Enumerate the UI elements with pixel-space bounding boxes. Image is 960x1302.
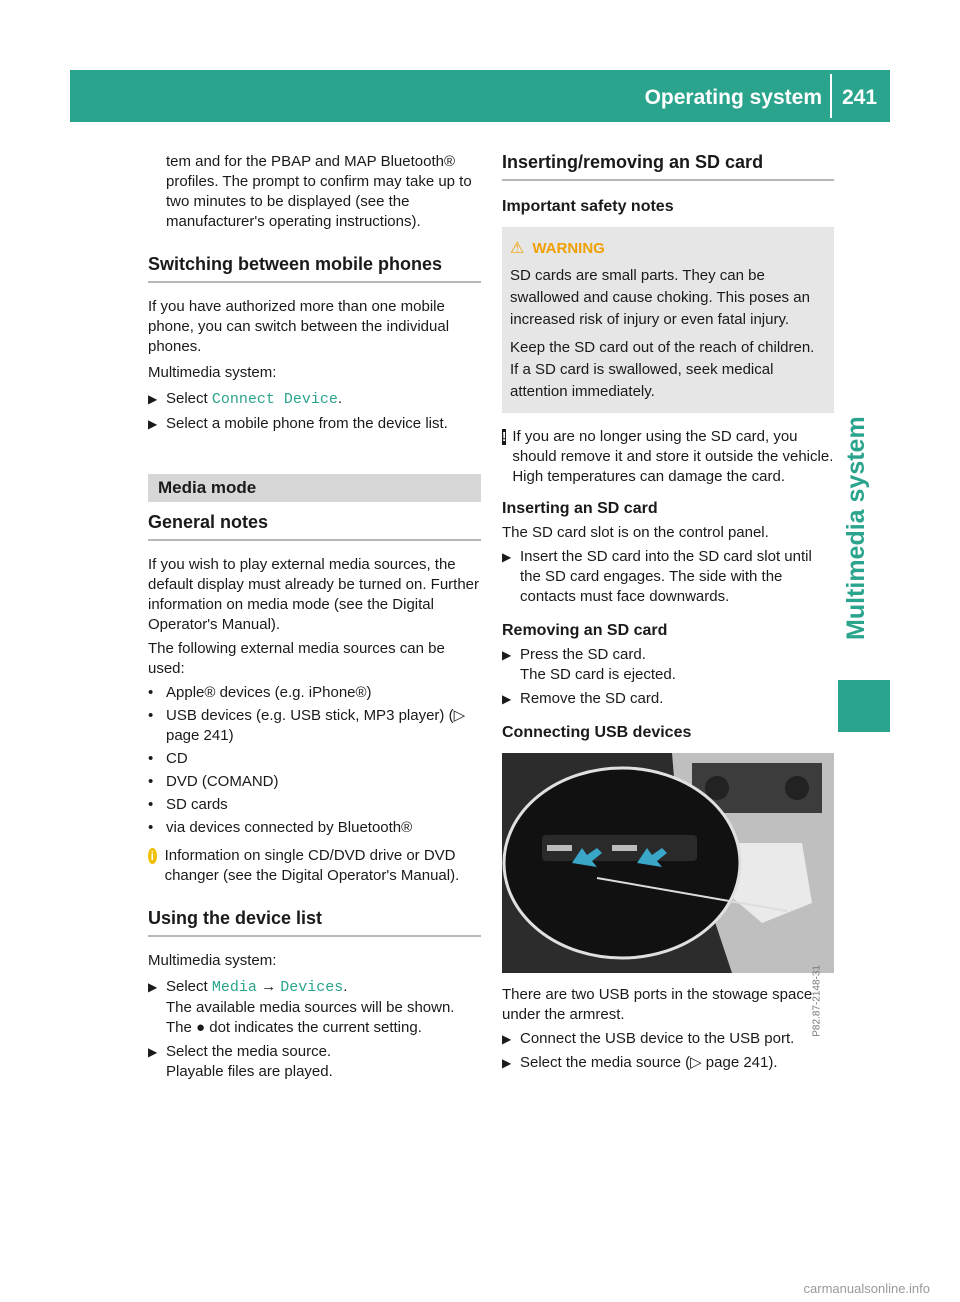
step-arrow-icon: ▶ <box>502 550 512 564</box>
step-arrow-icon: ▶ <box>148 392 158 406</box>
step-arrow-icon: ▶ <box>148 980 158 994</box>
header-separator <box>830 74 832 118</box>
step-arrow-icon: ▶ <box>502 648 512 662</box>
step-result: The SD card is ejected. <box>520 666 676 683</box>
device-list-heading: Using the device list <box>148 908 481 937</box>
general-para-2: The following external media sources can be used: <box>148 640 445 677</box>
switching-para: If you have authorized more than one mobile phone, you can switch between the individual phones. <box>148 298 450 355</box>
warning-box <box>502 227 834 413</box>
warning-para-1: SD cards are small parts. They can be swallowed and cause choking. This poses an increased risk of injury or even fatal injury. <box>510 267 810 328</box>
step-result: The available media sources will be shown. The ● dot indicates the current setting. <box>166 999 455 1036</box>
usb-para: There are two USB ports in the stowage space under the armrest. <box>502 986 813 1023</box>
list-item: • DVD (COMAND) <box>148 773 279 790</box>
right-column <box>502 152 834 1073</box>
step-suffix: . <box>337 390 343 407</box>
step-text: Select <box>166 390 208 407</box>
section-title: Operating system <box>644 86 822 109</box>
arrow-icon: → <box>261 978 277 995</box>
switching-label: Multimedia system: <box>148 364 277 381</box>
photo-code: P82.87-2148-31 <box>812 965 823 1037</box>
list-item: • via devices connected by Bluetooth® <box>148 819 413 836</box>
step-text: Select <box>166 978 208 995</box>
device-list-step-1 <box>148 977 481 1038</box>
page-number: 241 <box>842 86 878 109</box>
step-text: Select the media source (▷ page 241). <box>520 1054 778 1071</box>
info-text: Information on single CD/DVD drive or DVD changer (see the Digital Operator's Manual). <box>164 847 460 884</box>
insert-step <box>502 547 834 607</box>
switching-heading: Switching between mobile phones <box>148 254 481 283</box>
insert-heading: Inserting an SD card <box>502 500 658 517</box>
step-result: Playable files are played. <box>166 1063 333 1080</box>
step-arrow-icon: ▶ <box>502 1056 512 1070</box>
step-suffix: . <box>343 978 348 995</box>
list-item: • Apple® devices (e.g. iPhone®) <box>148 684 372 701</box>
device-list-label: Multimedia system: <box>148 952 277 969</box>
step-text: Connect the USB device to the USB port. <box>520 1030 795 1047</box>
list-item: • USB devices (e.g. USB stick, MP3 player) (▷ page 241) <box>148 707 466 744</box>
step-text: Press the SD card. <box>520 646 646 663</box>
info-icon: i <box>148 848 157 864</box>
step-text: Remove the SD card. <box>520 690 664 707</box>
warning-para-2: Keep the SD card out of the reach of children. If a SD card is swallowed, seek medical attention immediately. <box>510 339 815 400</box>
step-text: Insert the SD card into the SD card slot until the SD card engages. The side with the contacts must face downwards. <box>520 548 812 605</box>
side-tab-marker <box>838 680 890 732</box>
safety-heading: Important safety notes <box>502 198 674 215</box>
general-para-1: If you wish to play external media sources, the default display must already be turned on. Further information on media mode (see the Digital Operator's Manual). <box>148 556 480 633</box>
usb-step-2 <box>502 1053 834 1073</box>
step-arrow-icon: ▶ <box>148 1045 158 1059</box>
connect-device-menu-item: Connect Device <box>211 391 338 408</box>
step-arrow-icon: ▶ <box>502 692 512 706</box>
remove-step-2 <box>502 689 834 709</box>
info-note <box>148 846 481 886</box>
step-text: Select a mobile phone from the device list. <box>166 415 448 432</box>
list-item: • SD cards <box>148 796 228 813</box>
usb-step-1 <box>502 1029 834 1049</box>
usb-ports-illustration <box>502 753 834 973</box>
device-list-step-2 <box>148 1042 481 1082</box>
step-arrow-icon: ▶ <box>148 417 158 431</box>
remove-step-1 <box>502 645 834 685</box>
media-menu-item: Media <box>211 979 257 996</box>
step-arrow-icon: ▶ <box>502 1032 512 1046</box>
step-text: Select the media source. <box>166 1043 332 1060</box>
general-notes-heading: General notes <box>148 512 481 541</box>
notice <box>502 427 834 487</box>
usb-heading: Connecting USB devices <box>502 724 692 741</box>
watermark: carmanualsonline.info <box>803 1281 930 1296</box>
remove-heading: Removing an SD card <box>502 622 668 639</box>
media-mode-heading: Media mode <box>148 474 481 502</box>
side-tab-label: Multimedia system <box>842 416 870 640</box>
left-column <box>148 152 481 1082</box>
warning-icon: ⚠ <box>510 240 525 257</box>
switching-step-1 <box>148 389 481 410</box>
devices-menu-item: Devices <box>280 979 344 996</box>
notice-text: If you are no longer using the SD card, you should remove it and store it outside the vehicle. High temperatures can damage the card. <box>512 428 834 485</box>
switching-step-2 <box>148 414 481 434</box>
list-item: • CD <box>148 750 188 767</box>
insert-para: The SD card slot is on the control panel. <box>502 524 769 541</box>
warning-title: WARNING <box>532 240 605 257</box>
intro-text: tem and for the PBAP and MAP Bluetooth® profiles. The prompt to confirm may take up to two minutes to be displayed (see the manufacturer's operating instructions). <box>166 153 472 230</box>
sd-heading: Inserting/removing an SD card <box>502 152 834 181</box>
notice-icon: ! <box>502 429 507 444</box>
